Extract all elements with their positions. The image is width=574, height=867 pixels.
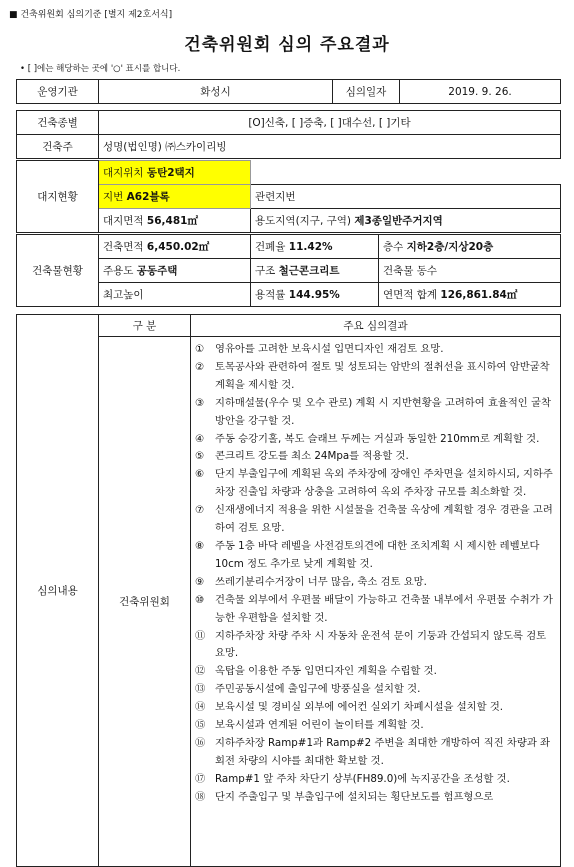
floors-cell xyxy=(379,235,561,259)
site-table xyxy=(16,160,561,233)
result-item-text: 토목공사와 관련하여 절토 및 성토되는 암반의 절취선을 표시하여 암반굴착계획을 제시할 것. xyxy=(215,360,550,391)
owner-cell xyxy=(99,135,561,159)
result-item xyxy=(195,628,556,664)
related-lot-label: 관련지번 xyxy=(251,185,561,209)
area-label: 대지면적 xyxy=(103,215,144,227)
result-item-text: 보육시설과 연계된 어린이 놀이터를 계획할 것. xyxy=(215,719,424,732)
result-item xyxy=(195,359,556,395)
floors-value: 지하2층/지상20층 xyxy=(406,241,494,253)
division-header: 구 분 xyxy=(99,315,191,337)
type-value: [O]신축, [ ]증축, [ ]대수선, [ ]기타 xyxy=(99,111,561,135)
result-item xyxy=(195,717,556,735)
location-label: 대지위치 xyxy=(103,167,144,179)
result-item-number: ② xyxy=(195,360,205,373)
result-item-text: 주동 1층 바닥 레벨을 사전검토의견에 대한 조치계획 시 제시한 레벨보다 10cm 정도 추가로 낮게 계획할 것. xyxy=(215,539,540,570)
division-value: 건축위원회 xyxy=(99,337,191,867)
result-item-number: ⑱ xyxy=(195,790,206,803)
site-section-label: 대지현황 xyxy=(17,161,99,233)
result-item-text: 지하주차장 Ramp#1과 Ramp#2 주변을 최대한 개방하여 직진 차량과 좌회전 차량의 시야를 최대한 확보할 것. xyxy=(215,736,550,767)
total-area-cell xyxy=(379,283,561,307)
far-cell xyxy=(251,283,379,307)
result-list xyxy=(195,341,556,807)
structure-cell xyxy=(251,259,379,283)
result-item-number: ⑭ xyxy=(195,701,206,714)
result-item-text: 주민공동시설에 출입구에 방풍실을 설치할 것. xyxy=(215,683,421,696)
area-value: 56,481㎡ xyxy=(146,215,198,227)
result-item xyxy=(195,341,556,359)
agency-label: 운영기관 xyxy=(17,80,99,104)
count-label: 건축물 동수 xyxy=(379,259,561,283)
result-item-text: 지하주차장 차량 주차 시 자동차 운전석 문이 기둥과 간섭되지 않도록 검토 요망. xyxy=(215,629,547,660)
result-item-text: 영유아를 고려한 보육시설 입면디자인 재검토 요망. xyxy=(215,343,444,355)
result-item-text: 콘크리트 강도를 최소 24Mpa를 적용할 것. xyxy=(215,450,409,463)
location-value: 동탄2택지 xyxy=(146,167,195,179)
result-item xyxy=(195,789,556,807)
result-item-text: 지하매설물(우수 및 오수 관로) 계획 시 지반현황을 고려하여 효율적인 굴착방안을 강구할 것. xyxy=(215,396,551,427)
agency-value: 화성시 xyxy=(99,80,333,104)
building-table xyxy=(16,234,561,307)
result-item-number: ⑤ xyxy=(195,450,205,463)
result-item-text: 보육시설 및 경비실 외부에 에어컨 실외기 차폐시설을 설치할 것. xyxy=(215,701,504,714)
area-cell xyxy=(99,209,251,233)
result-item-number: ⑫ xyxy=(195,665,206,678)
result-item-number: ③ xyxy=(195,396,205,409)
zone-value: 제3종일반주거지역 xyxy=(354,215,443,227)
lot-value: A62블록 xyxy=(126,191,170,203)
result-item xyxy=(195,448,556,466)
result-item xyxy=(195,395,556,431)
form-header: ■ 건축위원회 심의기준 [별지 제2호서식] xyxy=(9,10,173,20)
height-label: 최고높이 xyxy=(99,283,251,307)
total-area-value: 126,861.84㎡ xyxy=(440,289,518,301)
result-item-number: ① xyxy=(195,343,205,355)
result-item-text: 옥탑을 이용한 주동 입면디자인 계획을 수립할 것. xyxy=(215,665,437,678)
use-label: 주용도 xyxy=(103,265,134,277)
result-item-text: 신재생에너지 적용을 위한 시설물을 건축물 옥상에 계획할 경우 경관을 고려하여 검토 요망. xyxy=(215,504,553,535)
result-item-number: ④ xyxy=(195,432,205,445)
floor-area-cell xyxy=(99,235,251,259)
far-value: 144.95% xyxy=(288,289,340,301)
result-item-number: ⑨ xyxy=(195,575,205,588)
structure-label: 구조 xyxy=(255,265,276,277)
owner-label: 건축주 xyxy=(17,135,99,159)
form-note: • [ ]에는 해당하는 곳에 '○' 표시를 합니다. xyxy=(20,64,181,74)
result-item xyxy=(195,735,556,771)
coverage-value: 11.42% xyxy=(288,241,333,253)
lot-label: 지번 xyxy=(103,191,124,203)
basic-info-table xyxy=(16,79,561,104)
result-item-number: ⑩ xyxy=(195,593,205,606)
building-type-table xyxy=(16,110,561,159)
result-item-number: ⑪ xyxy=(195,629,206,642)
result-header: 주요 심의결과 xyxy=(191,315,561,337)
floor-area-label: 건축면적 xyxy=(103,241,144,253)
result-item-text: 쓰레기분리수거장이 너무 많음, 축소 검토 요망. xyxy=(215,575,427,588)
structure-value: 철근콘크리트 xyxy=(278,265,340,277)
result-item-number: ⑦ xyxy=(195,504,205,517)
result-item xyxy=(195,431,556,449)
result-item xyxy=(195,502,556,538)
owner-name-label: 성명(법인명) xyxy=(103,141,162,153)
review-section-label: 심의내용 xyxy=(17,315,99,867)
result-item xyxy=(195,574,556,592)
floor-area-value: 6,450.02㎡ xyxy=(146,241,210,253)
floors-label: 층수 xyxy=(383,241,404,253)
coverage-cell xyxy=(251,235,379,259)
date-value: 2019. 9. 26. xyxy=(400,80,561,104)
far-label: 용적률 xyxy=(255,289,286,301)
result-item-number: ⑧ xyxy=(195,539,205,552)
use-cell xyxy=(99,259,251,283)
review-table xyxy=(16,314,561,867)
location-cell xyxy=(99,161,251,185)
result-item-text: 단지 부출입구에 계획된 옥외 주차장에 장애인 주차면을 설치하시되, 지하주차장 진출입 차량과 상충을 고려하여 옥외 주차장 규모를 최소화할 것. xyxy=(215,468,553,499)
result-item-number: ⑰ xyxy=(195,772,206,785)
result-item-text: 주동 승강기홀, 복도 슬래브 두께는 거실과 동일한 210mm로 계획할 것. xyxy=(215,432,540,445)
owner-name-value: ㈜스카이리빙 xyxy=(165,141,227,153)
result-item-number: ⑯ xyxy=(195,736,206,749)
result-item xyxy=(195,699,556,717)
result-item xyxy=(195,466,556,502)
result-cell xyxy=(191,337,561,867)
result-item xyxy=(195,592,556,628)
result-item xyxy=(195,681,556,699)
lot-cell xyxy=(99,185,251,209)
total-area-label: 연면적 합계 xyxy=(383,289,438,301)
result-item-text: 건축물 외부에서 우편물 배달이 가능하고 건축물 내부에서 우편물 수취가 가능한 우편함을 설치할 것. xyxy=(215,593,553,624)
date-label: 심의일자 xyxy=(333,80,400,104)
type-label: 건축종별 xyxy=(17,111,99,135)
coverage-label: 건폐율 xyxy=(255,241,286,253)
result-item xyxy=(195,663,556,681)
use-value: 공동주택 xyxy=(136,265,178,277)
zone-cell xyxy=(251,209,561,233)
building-section-label: 건축물현황 xyxy=(17,235,99,307)
result-item-number: ⑬ xyxy=(195,683,206,696)
result-item-number: ⑥ xyxy=(195,468,205,481)
result-item-number: ⑮ xyxy=(195,719,206,732)
result-item xyxy=(195,538,556,574)
page-title: 건축위원회 심의 주요결과 xyxy=(184,35,390,55)
result-item xyxy=(195,771,556,789)
result-item-text: Ramp#1 앞 주차 차단기 상부(FH89.0)에 녹지공간을 조성할 것. xyxy=(215,772,510,785)
zone-label: 용도지역(지구, 구역) xyxy=(255,215,352,227)
result-item-text: 단지 주출입구 및 부출입구에 설치되는 횡단보도를 험프형으로 xyxy=(215,790,494,803)
